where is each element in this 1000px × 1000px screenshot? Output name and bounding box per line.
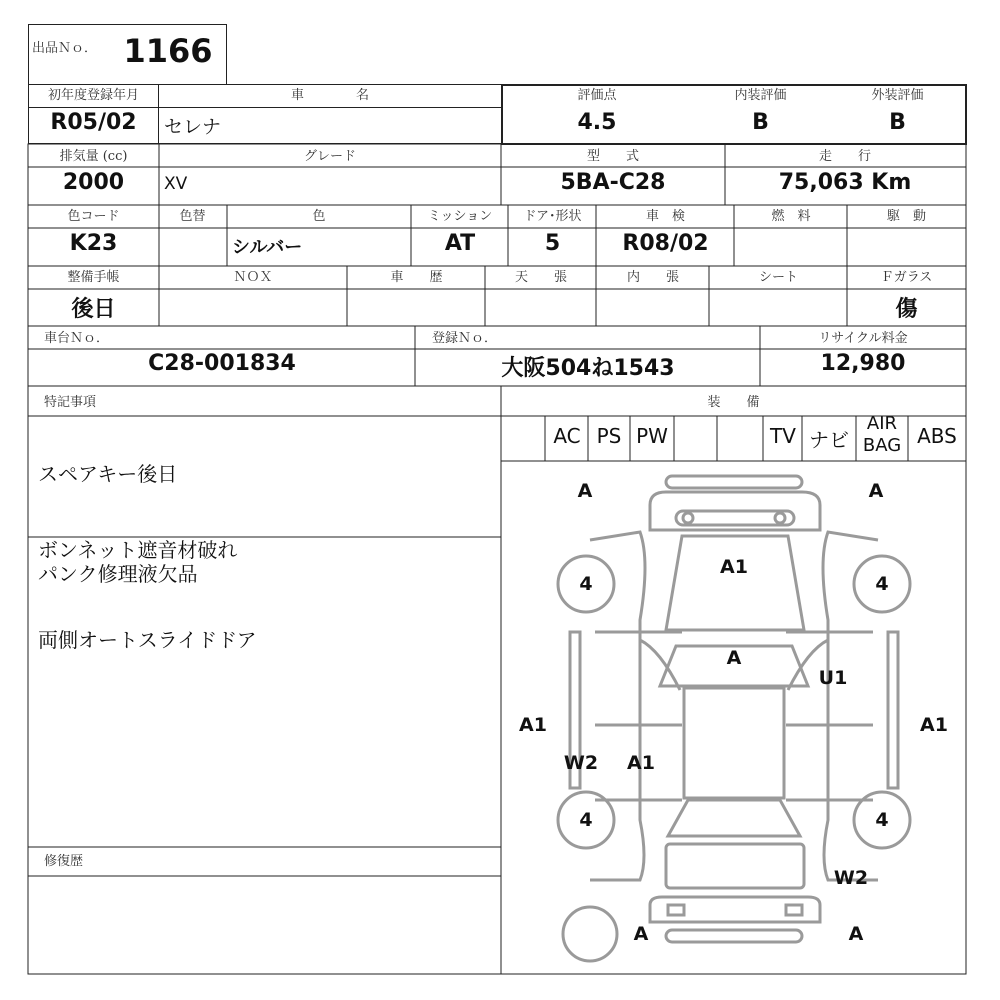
roof-label: 天 張	[514, 270, 567, 285]
recycle-label: リサイクル料金	[818, 331, 908, 346]
mark-left-rear-door: W2	[563, 752, 599, 774]
lot-number: 1166	[123, 32, 213, 70]
exterior-grade-label: 外装評価	[871, 88, 924, 103]
recycle-value: 12,980	[820, 351, 906, 376]
fglass-label: Ｆガラス	[880, 270, 933, 285]
color-value: シルバー	[232, 237, 303, 258]
notes-line-3: パンク修理液欠品	[38, 562, 198, 586]
equipment-tv: TV	[770, 424, 796, 448]
mark-rear-right: W2	[833, 867, 869, 889]
transmission-label: ミッション	[427, 209, 493, 224]
inspection-value: R08/02	[622, 231, 709, 256]
tire-rear-left: 4	[579, 809, 593, 831]
fuel-label: 燃 料	[771, 209, 811, 224]
service-book-label: 整備手帳	[67, 270, 120, 285]
mark-front-right: A	[868, 480, 884, 502]
mileage-value: 75,063 Km	[778, 170, 912, 195]
history-label: 車 歴	[390, 270, 443, 285]
drive-label: 駆 動	[886, 209, 926, 224]
fglass-value: 傷	[895, 297, 918, 322]
repaint-label: 色替	[179, 209, 206, 224]
reg-no-value: 大阪504ね1543	[501, 356, 675, 381]
mark-left-rear-door-2: A1	[627, 752, 655, 774]
doors-label: ドア･形状	[523, 209, 582, 224]
mark-front-left: A	[577, 480, 593, 502]
inspection-label: 車 検	[645, 209, 685, 224]
lot-number-label: 出品Ｎｏ．	[32, 41, 98, 56]
mark-windshield: A	[726, 647, 742, 669]
color-code-label: 色コード	[67, 209, 120, 224]
score-label: 評価点	[577, 88, 617, 103]
first-reg-label: 初年度登録年月	[47, 88, 139, 103]
tire-rear-right: 4	[875, 809, 889, 831]
seat-label: シート	[758, 270, 798, 285]
mark-hood: A1	[720, 556, 748, 578]
mark-right-pillar: U1	[818, 667, 848, 689]
mark-rear-left: A	[633, 923, 649, 945]
interior-grade-value: B	[752, 110, 769, 135]
first-reg-value: R05/02	[50, 110, 137, 135]
interior-trim-label: 内 張	[626, 270, 679, 285]
transmission-value: AT	[444, 231, 476, 256]
notes-label: 特記事項	[44, 395, 97, 410]
reg-no-label: 登録Ｎｏ．	[432, 331, 498, 346]
equipment-navi: ナビ	[809, 428, 849, 452]
equipment-ps: PS	[596, 424, 622, 448]
mark-left-side: A1	[519, 714, 547, 736]
notes-line-1: スペアキー後日	[38, 462, 178, 486]
model-label: 型 式	[586, 149, 639, 164]
notes-line-4: 両側オートスライドドア	[38, 628, 257, 652]
chassis-label: 車台Ｎｏ．	[44, 331, 110, 346]
displacement-value: 2000	[62, 170, 125, 195]
equipment-bag: BAG	[862, 435, 902, 456]
equipment-pw: PW	[636, 424, 668, 448]
car-name-value: セレナ	[164, 116, 222, 138]
interior-grade-label: 内装評価	[734, 88, 787, 103]
nox-label: ＮＯＸ	[233, 270, 273, 285]
equipment-ac: AC	[553, 424, 581, 448]
grade-label: グレード	[303, 149, 356, 164]
mark-right-side: A1	[920, 714, 948, 736]
notes-line-2: ボンネット遮音材破れ	[38, 538, 238, 562]
car-name-label: 車 名	[290, 88, 369, 103]
grade-value: XV	[164, 174, 188, 194]
chassis-value: C28-001834	[148, 351, 296, 376]
tire-front-right: 4	[875, 573, 889, 595]
repair-history-label: 修復歴	[44, 854, 84, 869]
tire-front-left: 4	[579, 573, 593, 595]
exterior-grade-value: B	[889, 110, 906, 135]
score-value: 4.5	[577, 110, 617, 135]
equipment-label: 装 備	[707, 395, 760, 410]
doors-value: 5	[544, 231, 561, 256]
color-label: 色	[312, 209, 326, 224]
mileage-label: 走 行	[818, 149, 871, 164]
equipment-abs: ABS	[917, 424, 957, 448]
model-value: 5BA-C28	[560, 170, 666, 195]
equipment-air: AIR	[866, 413, 898, 434]
color-code-value: K23	[69, 231, 118, 256]
displacement-label: 排気量 (cc)	[59, 149, 128, 164]
mark-rear-right-corner: A	[848, 923, 864, 945]
service-book-value: 後日	[71, 297, 116, 322]
